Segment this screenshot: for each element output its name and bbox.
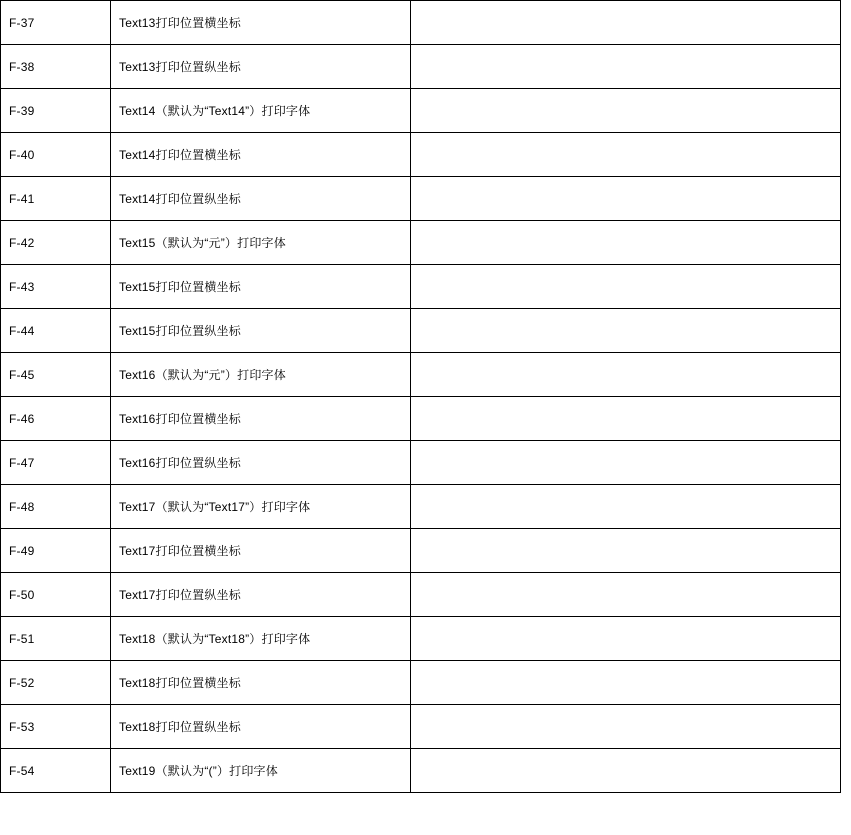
row-description-cell xyxy=(111,529,411,573)
row-code-text: F-54 xyxy=(9,763,35,778)
row-description-text: Text14打印位置纵坐标 xyxy=(119,191,241,206)
row-description-cell xyxy=(111,661,411,705)
row-code-text: F-53 xyxy=(9,719,35,734)
row-value-cell xyxy=(411,441,841,485)
row-value-cell xyxy=(411,221,841,265)
row-value-cell xyxy=(411,661,841,705)
row-code-cell xyxy=(1,221,111,265)
row-code-cell xyxy=(1,617,111,661)
row-description-text: Text15（默认为“元”）打印字体 xyxy=(119,235,286,250)
table-row xyxy=(1,265,841,309)
table-row xyxy=(1,309,841,353)
table-row xyxy=(1,221,841,265)
row-code-text: F-40 xyxy=(9,147,35,162)
row-value-cell xyxy=(411,749,841,793)
row-code-text: F-48 xyxy=(9,499,35,514)
row-description-text: Text15打印位置横坐标 xyxy=(119,279,241,294)
row-code-text: F-51 xyxy=(9,631,35,646)
table-row xyxy=(1,397,841,441)
table-row xyxy=(1,617,841,661)
row-description-cell xyxy=(111,705,411,749)
row-code-cell xyxy=(1,89,111,133)
row-description-cell xyxy=(111,485,411,529)
row-description-text: Text18（默认为“Text18”）打印字体 xyxy=(119,631,311,646)
row-value-cell xyxy=(411,133,841,177)
row-code-text: F-43 xyxy=(9,279,35,294)
row-description-text: Text14打印位置横坐标 xyxy=(119,147,241,162)
row-code-cell xyxy=(1,529,111,573)
row-description-cell xyxy=(111,177,411,221)
row-code-cell xyxy=(1,177,111,221)
row-description-text: Text17打印位置纵坐标 xyxy=(119,587,241,602)
table-row xyxy=(1,573,841,617)
row-description-text: Text19（默认为“(”）打印字体 xyxy=(119,763,278,778)
row-description-cell xyxy=(111,221,411,265)
row-code-text: F-42 xyxy=(9,235,35,250)
row-description-cell xyxy=(111,133,411,177)
table-row xyxy=(1,177,841,221)
row-code-cell xyxy=(1,45,111,89)
table-body xyxy=(1,1,841,793)
row-code-cell xyxy=(1,573,111,617)
row-code-cell xyxy=(1,353,111,397)
row-code-text: F-39 xyxy=(9,103,35,118)
row-description-text: Text14（默认为“Text14”）打印字体 xyxy=(119,103,311,118)
row-value-cell xyxy=(411,265,841,309)
row-description-cell xyxy=(111,353,411,397)
table-row xyxy=(1,661,841,705)
row-code-cell xyxy=(1,441,111,485)
row-code-cell xyxy=(1,749,111,793)
row-value-cell xyxy=(411,705,841,749)
row-code-cell xyxy=(1,265,111,309)
row-description-cell xyxy=(111,309,411,353)
row-code-cell xyxy=(1,661,111,705)
row-description-text: Text15打印位置纵坐标 xyxy=(119,323,241,338)
row-value-cell xyxy=(411,353,841,397)
row-description-text: Text16打印位置横坐标 xyxy=(119,411,241,426)
row-code-text: F-38 xyxy=(9,59,35,74)
row-code-text: F-41 xyxy=(9,191,35,206)
row-value-cell xyxy=(411,45,841,89)
row-code-text: F-44 xyxy=(9,323,35,338)
row-description-cell xyxy=(111,265,411,309)
row-description-cell xyxy=(111,397,411,441)
row-value-cell xyxy=(411,617,841,661)
row-description-cell xyxy=(111,441,411,485)
table-row xyxy=(1,705,841,749)
row-code-cell xyxy=(1,397,111,441)
row-description-cell xyxy=(111,749,411,793)
row-code-text: F-45 xyxy=(9,367,35,382)
table-row xyxy=(1,133,841,177)
row-code-cell xyxy=(1,309,111,353)
row-description-text: Text18打印位置横坐标 xyxy=(119,675,241,690)
row-value-cell xyxy=(411,177,841,221)
row-code-cell xyxy=(1,133,111,177)
row-description-text: Text13打印位置纵坐标 xyxy=(119,59,241,74)
row-description-cell xyxy=(111,45,411,89)
row-description-text: Text18打印位置纵坐标 xyxy=(119,719,241,734)
table-row xyxy=(1,1,841,45)
table-row xyxy=(1,441,841,485)
row-description-text: Text17（默认为“Text17”）打印字体 xyxy=(119,499,311,514)
row-code-cell xyxy=(1,705,111,749)
table-row xyxy=(1,353,841,397)
row-description-cell xyxy=(111,573,411,617)
row-value-cell xyxy=(411,485,841,529)
row-value-cell xyxy=(411,397,841,441)
row-description-text: Text16（默认为“元”）打印字体 xyxy=(119,367,286,382)
row-description-text: Text16打印位置纵坐标 xyxy=(119,455,241,470)
row-code-cell xyxy=(1,1,111,45)
table-row xyxy=(1,89,841,133)
row-code-text: F-49 xyxy=(9,543,35,558)
row-description-cell xyxy=(111,1,411,45)
row-value-cell xyxy=(411,1,841,45)
row-code-text: F-46 xyxy=(9,411,35,426)
row-value-cell xyxy=(411,89,841,133)
row-description-cell xyxy=(111,617,411,661)
row-code-text: F-47 xyxy=(9,455,35,470)
row-code-text: F-50 xyxy=(9,587,35,602)
table-row xyxy=(1,749,841,793)
row-code-cell xyxy=(1,485,111,529)
row-code-text: F-37 xyxy=(9,15,35,30)
table-row xyxy=(1,485,841,529)
row-value-cell xyxy=(411,309,841,353)
table-row xyxy=(1,529,841,573)
row-description-text: Text17打印位置横坐标 xyxy=(119,543,241,558)
row-description-cell xyxy=(111,89,411,133)
table-row xyxy=(1,45,841,89)
row-description-text: Text13打印位置横坐标 xyxy=(119,15,241,30)
row-value-cell xyxy=(411,529,841,573)
row-value-cell xyxy=(411,573,841,617)
row-code-text: F-52 xyxy=(9,675,35,690)
